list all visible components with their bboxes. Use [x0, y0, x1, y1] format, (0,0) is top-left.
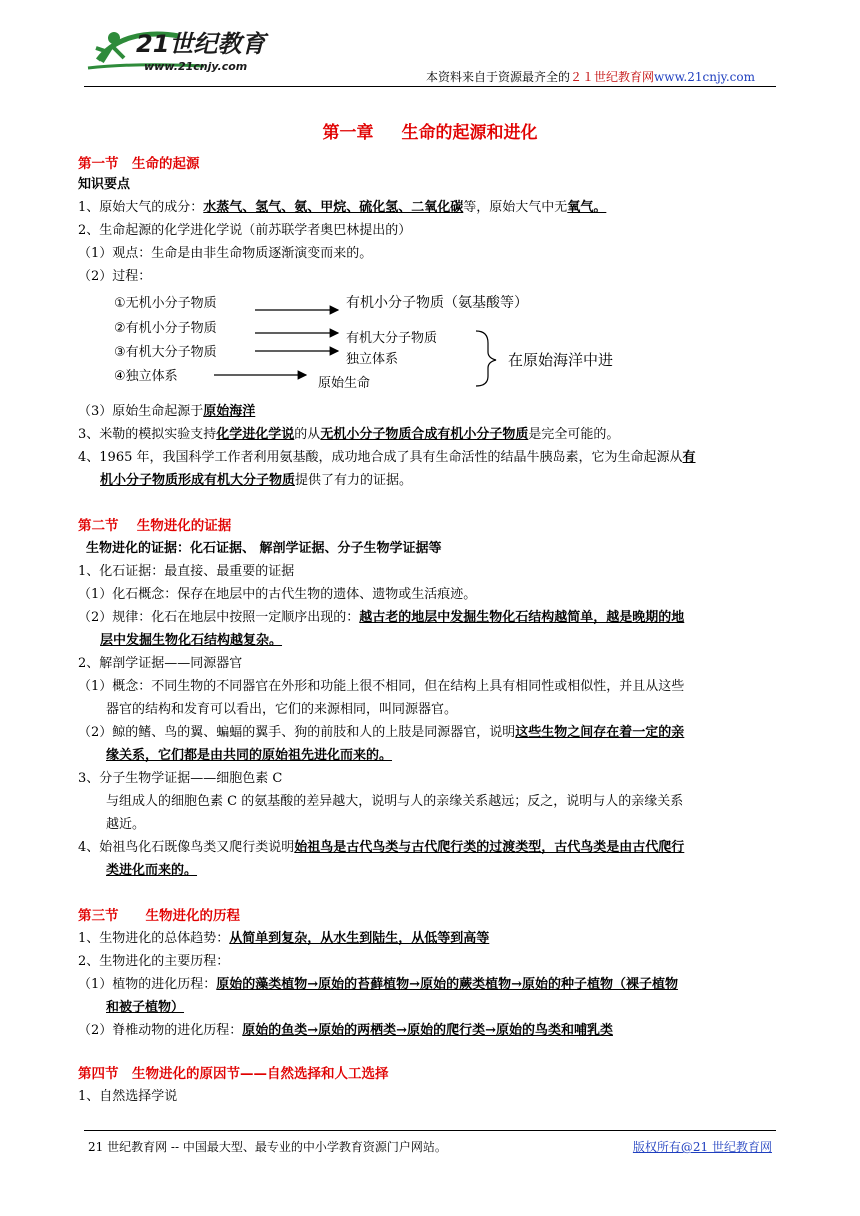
paragraph: （2）脊椎动物的进化历程：原始的鱼类→原始的两栖类→原始的爬行类→原始的鸟类和哺乳类 — [78, 1023, 613, 1038]
paragraph: 2、生物进化的主要历程： — [78, 954, 230, 969]
paragraph: 类进化而来的。 — [106, 863, 198, 878]
paragraph: 4、始祖鸟化石既像鸟类又爬行类说明始祖鸟是古代鸟类与古代爬行类的过渡类型，古代鸟类是由古代爬行 — [78, 840, 685, 855]
diagram-right-4: 原始生命 — [318, 376, 371, 391]
paragraph: （2）过程： — [78, 269, 152, 284]
paragraph: 2、解剖学证据——同源器官 — [78, 656, 243, 671]
paragraph: 越近。 — [106, 817, 146, 832]
paragraph: 1、自然选择学说 — [78, 1089, 178, 1104]
paragraph: （2）规律：化石在地层中按照一定顺序出现的：越古老的地层中发掘生物化石结构越简单，越是晚期的地 — [78, 610, 685, 625]
paragraph: 3、分子生物学证据——细胞色素 C — [78, 771, 283, 786]
diagram-right-3: 独立体系 — [346, 352, 399, 367]
section-4-heading: 第四节 生物进化的原因节——自然选择和人工选择 — [78, 1066, 389, 1082]
paragraph: （2）鲸的鳍、鸟的翼、蝙蝠的翼手、狗的前肢和人的上肢是同源器官，说明这些生物之间存在着一定的亲 — [78, 725, 685, 740]
header-divider — [84, 86, 776, 87]
section-3-heading: 第三节 生物进化的历程 — [78, 908, 240, 924]
site-logo — [84, 18, 284, 82]
paragraph: 4、1965 年，我国科学工作者利用氨基酸，成功地合成了具有生命活性的结晶牛胰岛素，它为生命起源从有 — [78, 450, 696, 465]
diagram-left-1: ①无机小分子物质 — [114, 296, 217, 311]
section-2-heading: 第二节 生物进化的证据 — [78, 518, 232, 534]
logo-text: 21世纪教育 — [136, 30, 266, 58]
paragraph: （1）植物的进化历程：原始的藻类植物→原始的苔藓植物→原始的蕨类植物→原始的种子植物（裸子植物 — [78, 977, 678, 992]
process-diagram — [110, 288, 670, 398]
paragraph: （3）原始生命起源于原始海洋 — [78, 404, 256, 419]
header-source: 本资料来自于资源最齐全的２１世纪教育网www.21cnjy.com — [426, 70, 755, 84]
logo-url: www.21cnjy.com — [144, 60, 248, 73]
section-2-summary: 生物进化的证据：化石证据、 解剖学证据、分子生物学证据等 — [86, 541, 442, 556]
footer-divider — [84, 1130, 776, 1131]
paragraph: 与组成人的细胞色素 C 的氨基酸的差异越大，说明与人的亲缘关系越远；反之，说明与人的亲缘关系 — [106, 794, 684, 809]
paragraph: 层中发掘生物化石结构越复杂。 — [100, 633, 283, 648]
paragraph: （1）化石概念：保存在地层中的古代生物的遗体、遗物或生活痕迹。 — [78, 587, 477, 602]
paragraph: 缘关系，它们都是由共同的原始祖先进化而来的。 — [106, 748, 393, 763]
diagram-right-1: 有机小分子物质（氨基酸等） — [346, 295, 528, 311]
header-link[interactable]: www.21cnjy.com — [654, 70, 755, 84]
paragraph: 器官的结构和发育可以看出，它们的来源相同，叫同源器官。 — [106, 702, 458, 717]
footer-copyright-link[interactable]: 版权所有@21 世纪教育网 — [632, 1140, 772, 1154]
footer-text: 21 世纪教育网 -- 中国最大型、最专业的中小学教育资源门户网站。 — [88, 1140, 447, 1154]
paragraph: 和被子植物） — [106, 1000, 185, 1015]
paragraph: 1、化石证据：最直接、最重要的证据 — [78, 564, 295, 579]
diagram-left-4: ④独立体系 — [114, 369, 178, 384]
diagram-left-2: ②有机小分子物质 — [114, 321, 217, 336]
diagram-right-2: 有机大分子物质 — [346, 331, 438, 346]
paragraph: 3、米勒的模拟实验支持化学进化学说的从无机小分子物质合成有机小分子物质是完全可能的。 — [78, 427, 620, 442]
paragraph: （1）观点：生命是由非生命物质逐渐演变而来的。 — [78, 246, 373, 261]
diagram-left-3: ③有机大分子物质 — [114, 345, 217, 360]
diagram-brace-label: 在原始海洋中进 — [508, 351, 614, 369]
paragraph: （1）概念：不同生物的不同器官在外形和功能上很不相同，但在结构上具有相同性或相似性，并且从这些 — [78, 679, 685, 694]
page-title: 第一章 生命的起源和进化 — [322, 123, 538, 143]
section-1-subheading: 知识要点 — [78, 177, 131, 192]
paragraph: 1、原始大气的成分：水蒸气、氢气、氨、甲烷、硫化氢、二氧化碳等，原始大气中无氧气。 — [78, 200, 607, 215]
paragraph: 2、生命起源的化学进化学说（前苏联学者奥巴林提出的） — [78, 223, 412, 238]
section-1-heading: 第一节 生命的起源 — [78, 156, 200, 172]
paragraph: 1、生物进化的总体趋势：从简单到复杂，从水生到陆生，从低等到高等 — [78, 931, 490, 946]
paragraph: 机小分子物质形成有机大分子物质提供了有力的证据。 — [100, 473, 413, 488]
